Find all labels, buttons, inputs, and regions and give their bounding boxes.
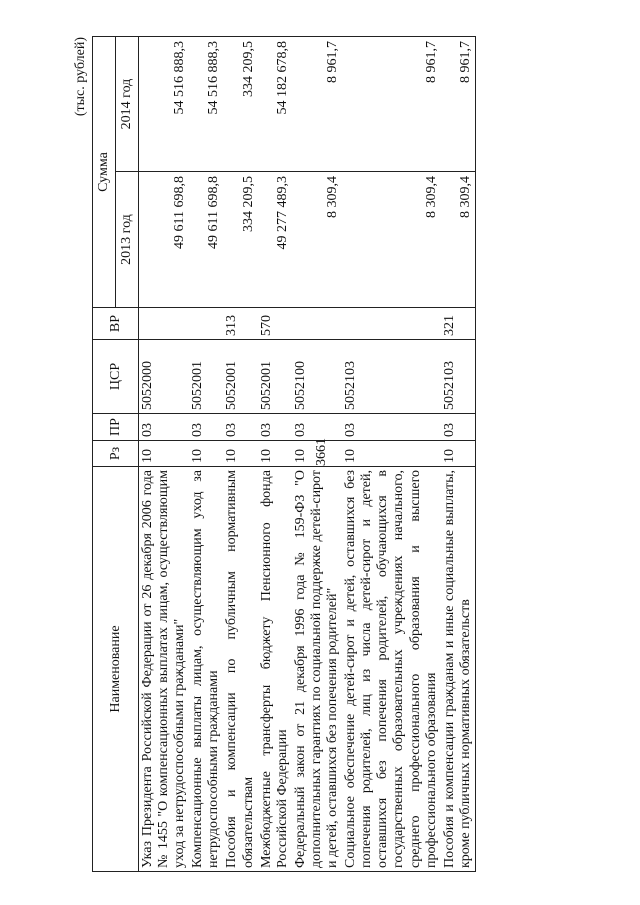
row-vr <box>139 308 190 340</box>
page-number: 3661 <box>314 438 329 466</box>
row-sum-2013: 8 309,4 <box>441 172 476 308</box>
table-row <box>223 37 257 872</box>
row-sum-2013: 49 277 489,3 <box>258 172 292 308</box>
header-sum: Сумма <box>93 37 116 308</box>
row-name: Федеральный закон от 21 декабря 1996 года № 159-ФЗ "О дополнительных гарантиях по социальной поддержке детей-сирот и детей, оставшихся без попечения родителей" <box>292 467 342 872</box>
row-vr: 321 <box>441 308 476 340</box>
row-csr: 5052103 <box>441 340 476 414</box>
table-row <box>139 37 190 872</box>
row-vr <box>292 308 342 340</box>
row-pr: 03 <box>342 414 441 441</box>
row-sum-2014: 54 516 888,3 <box>189 37 223 172</box>
row-rz: 10 <box>223 441 257 467</box>
budget-table <box>92 36 476 872</box>
row-name: Социальное обеспечение детей-сирот и детей, оставшихся без попечения родителей, лиц из числа детей-сирот и детей, оставшихся без попечения родителей, обучающихся в государственных образовательных учреждениях начального, среднего профессионального образования и высшего профессионального образования <box>342 467 441 872</box>
row-vr: 313 <box>223 308 257 340</box>
table-row <box>441 37 476 872</box>
row-sum-2014: 54 182 678,8 <box>258 37 292 172</box>
table-row <box>342 37 441 872</box>
header-2013: 2013 год <box>116 172 139 308</box>
row-sum-2014: 8 961,7 <box>342 37 441 172</box>
row-pr: 03 <box>441 414 476 441</box>
row-rz: 10 <box>258 441 292 467</box>
table-row <box>258 37 292 872</box>
header-name: Наименование <box>93 467 139 872</box>
row-pr: 03 <box>223 414 257 441</box>
row-name: Компенсационные выплаты лицам, осуществляющим уход за нетрудоспособными гражданами <box>189 467 223 872</box>
header-csr: ЦСР <box>93 340 139 414</box>
row-pr: 03 <box>292 414 342 441</box>
row-csr: 5052001 <box>189 340 223 414</box>
row-csr: 5052001 <box>258 340 292 414</box>
row-name: Пособия и компенсации гражданам и иные социальные выплаты, кроме публичных нормативных обязательств <box>441 467 476 872</box>
row-sum-2013: 334 209,5 <box>223 172 257 308</box>
row-name: Межбюджетные трансферты бюджету Пенсионного фонда Российской Федерации <box>258 467 292 872</box>
row-rz: 10 <box>342 441 441 467</box>
row-rz: 10 <box>189 441 223 467</box>
row-sum-2013: 49 611 698,8 <box>189 172 223 308</box>
row-sum-2014: 8 961,7 <box>441 37 476 172</box>
row-pr: 03 <box>189 414 223 441</box>
row-csr: 5052100 <box>292 340 342 414</box>
rotated-page-content <box>70 37 570 872</box>
row-sum-2014: 54 516 888,3 <box>139 37 190 172</box>
row-name: Пособия и компенсации по публичным нормативным обязательствам <box>223 467 257 872</box>
row-pr: 03 <box>139 414 190 441</box>
row-vr <box>189 308 223 340</box>
header-rz: Рз <box>93 441 139 467</box>
row-rz: 10 <box>441 441 476 467</box>
row-sum-2014: 8 961,7 <box>292 37 342 172</box>
row-pr: 03 <box>258 414 292 441</box>
row-csr: 5052103 <box>342 340 441 414</box>
row-sum-2013: 8 309,4 <box>342 172 441 308</box>
row-name: Указ Президента Российской Федерации от 26 декабря 2006 года № 1455 "О компенсационных выплатах лицам, осуществляющим уход за нетрудоспособными гражданами" <box>139 467 190 872</box>
table-row <box>189 37 223 872</box>
header-vr: ВР <box>93 308 139 340</box>
unit-note: (тыс. рублей) <box>73 37 88 117</box>
table-row <box>292 37 342 872</box>
row-sum-2013: 8 309,4 <box>292 172 342 308</box>
row-csr: 5052001 <box>223 340 257 414</box>
row-rz: 10 <box>292 441 342 467</box>
row-sum-2014: 334 209,5 <box>223 37 257 172</box>
row-sum-2013: 49 611 698,8 <box>139 172 190 308</box>
row-vr <box>342 308 441 340</box>
header-pr: ПР <box>93 414 139 441</box>
header-2014: 2014 год <box>116 37 139 172</box>
row-csr: 5052000 <box>139 340 190 414</box>
row-vr: 570 <box>258 308 292 340</box>
row-rz: 10 <box>139 441 190 467</box>
